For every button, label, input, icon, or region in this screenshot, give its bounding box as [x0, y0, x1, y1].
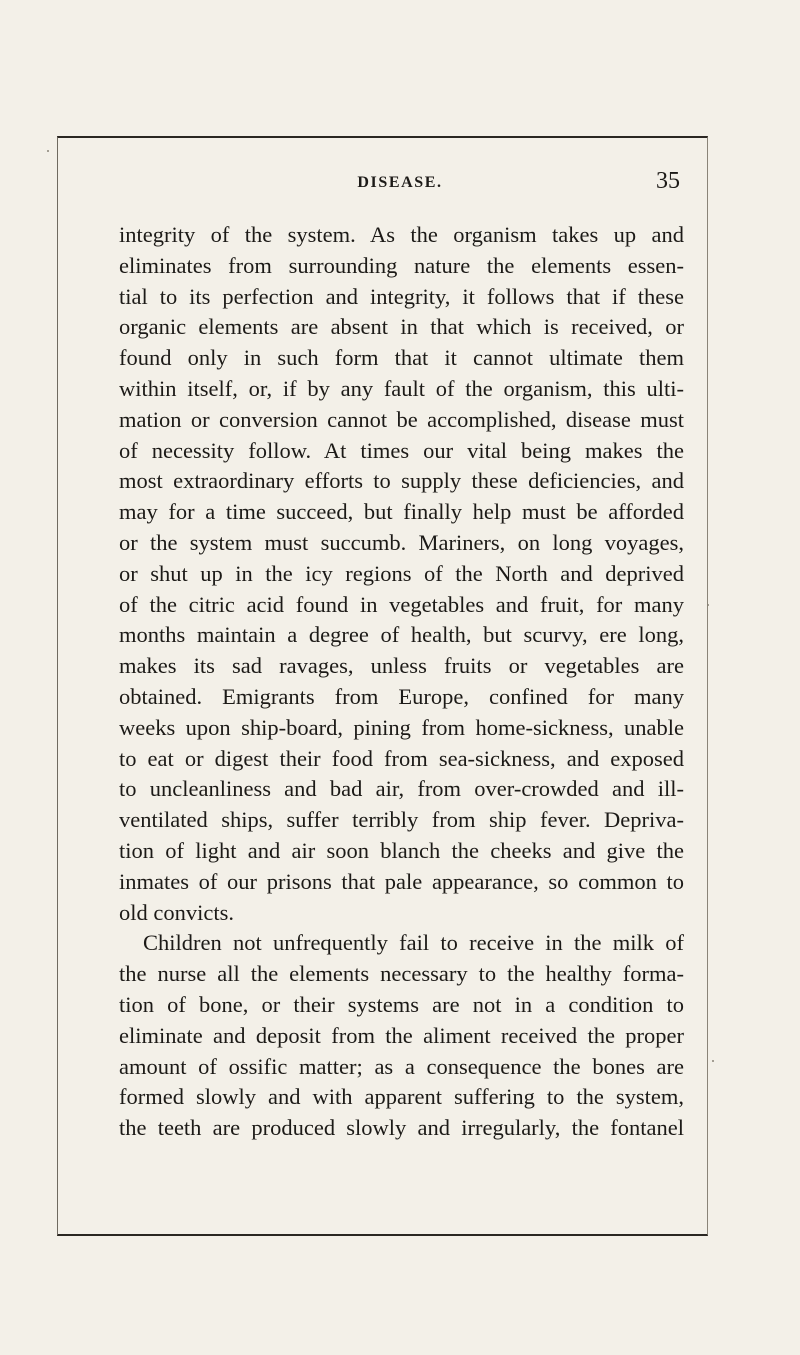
text-line: or the system must succumb. Mariners, on long voyages, [119, 529, 684, 555]
text-line: found only in such form that it cannot ultimate them [119, 345, 684, 371]
text-line: makes its sad ravages, unless fruits or vegetables are [119, 653, 684, 679]
paper-speck [47, 150, 49, 152]
text-line: most extraordinary efforts to supply these deficiencies, and [119, 468, 684, 494]
text-line: old convicts. [119, 899, 234, 925]
running-head [120, 168, 680, 198]
text-line: amount of ossific matter; as a consequence the bones are [119, 1053, 684, 1079]
text-line: within itself, or, if by any fault of the organism, this ulti- [119, 375, 684, 401]
page-number: 35 [656, 168, 680, 194]
body-text [119, 220, 684, 1144]
paragraph-2 [119, 928, 684, 1144]
text-line: eliminates from surrounding nature the elements essen- [119, 252, 684, 278]
text-line: ventilated ships, suffer terribly from ship fever. Depriva- [119, 807, 684, 833]
text-line: tial to its perfection and integrity, it follows that if these [119, 283, 684, 309]
running-title: DISEASE. [357, 174, 443, 191]
text-line: of necessity follow. At times our vital being makes the [119, 437, 684, 463]
text-line: or shut up in the icy regions of the North and deprived [119, 560, 684, 586]
text-line: tion of light and air soon blanch the cheeks and give the [119, 837, 684, 863]
text-line: tion of bone, or their systems are not in a condition to [119, 991, 684, 1017]
text-line: inmates of our prisons that pale appearance, so common to [119, 868, 684, 894]
text-line: the nurse all the elements necessary to the healthy forma- [119, 961, 684, 987]
text-line: obtained. Emigrants from Europe, confined for many [119, 683, 684, 709]
text-line: eliminate and deposit from the aliment received the proper [119, 1022, 684, 1048]
text-line: integrity of the system. As the organism takes up and [119, 222, 684, 247]
text-line: to uncleanliness and bad air, from over-crowded and ill- [119, 776, 684, 802]
text-line: months maintain a degree of health, but scurvy, ere long, [119, 622, 684, 648]
text-line: organic elements are absent in that which is received, or [119, 314, 684, 340]
text-line: formed slowly and with apparent suffering to the system, [119, 1084, 684, 1110]
text-line: mation or conversion cannot be accomplished, disease must [119, 406, 684, 432]
text-line: to eat or digest their food from sea-sickness, and exposed [119, 745, 684, 771]
text-line: may for a time succeed, but finally help must be afforded [119, 499, 684, 525]
paragraph-1 [119, 220, 684, 928]
text-line: of the citric acid found in vegetables and fruit, for many [119, 591, 684, 617]
paper-speck [712, 1060, 714, 1062]
paper-speck [707, 604, 709, 606]
text-line: Children not unfrequently fail to receive in the milk of [143, 930, 684, 956]
text-line: weeks upon ship-board, pining from home-sickness, unable [119, 714, 684, 740]
text-line: the teeth are produced slowly and irregularly, the fontanel [119, 1115, 684, 1141]
